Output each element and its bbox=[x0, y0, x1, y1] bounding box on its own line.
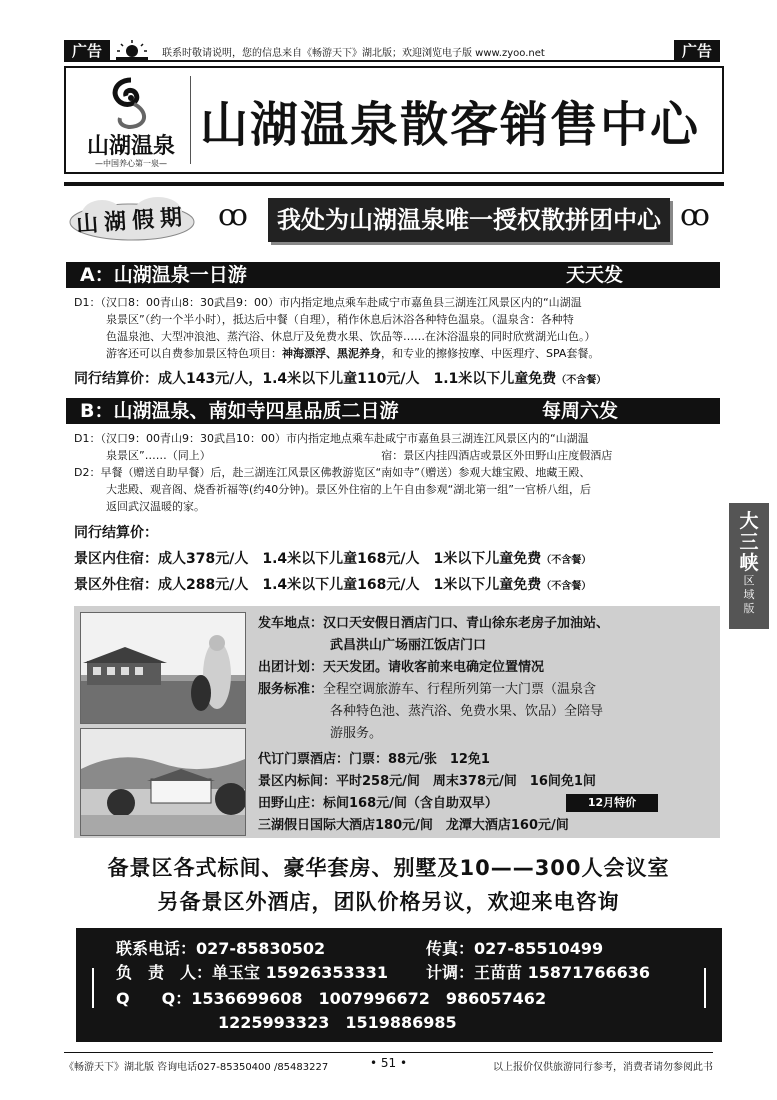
holiday-badge bbox=[66, 192, 198, 244]
page-number: • 51 • bbox=[370, 1056, 408, 1070]
contact-coordinator bbox=[426, 962, 650, 984]
contact-qq bbox=[116, 988, 546, 1010]
std-line-2-text: 各种特色池、蒸汽浴、免费水果、饮品）全陪导 bbox=[330, 704, 604, 719]
tour-plan bbox=[258, 658, 544, 678]
swirl-left-icon: ꝏ bbox=[218, 198, 248, 233]
brand-name: 山湖温泉 bbox=[86, 133, 175, 159]
region-side-tab bbox=[729, 503, 769, 629]
region-side-tab-label: 区 域 版 bbox=[743, 574, 755, 615]
phone-value: 027-85830502 bbox=[196, 939, 326, 958]
tour-a-frequency: 天天发 bbox=[566, 264, 624, 286]
lake-hotel-photo bbox=[80, 728, 246, 836]
tour-b-line-3: D2：早餐（赠送自助早餐）后，赴三湖连江风景区佛教游览区“南如寺”（赠送）参观大雄宝殿、地藏王殿、 bbox=[74, 466, 591, 479]
contact-tick-left bbox=[92, 968, 94, 1008]
footer-disclaimer: 以上报价仅供旅游同行参考，消费者请勿参阅此书 bbox=[493, 1062, 713, 1073]
service-standard bbox=[258, 680, 596, 700]
fax-label: 传真： bbox=[426, 939, 475, 958]
tour-b-price-title: 同行结算价： bbox=[74, 525, 158, 541]
hotel-note: 另备景区外酒店，团队价格另议，欢迎来电咨询 bbox=[157, 890, 620, 914]
qq-label: Q Q： bbox=[116, 989, 192, 1008]
plan-label: 出团计划： bbox=[258, 660, 324, 675]
depart-label: 发车地点： bbox=[258, 616, 324, 631]
tour-b-price-in-text: 景区内住宿：成人378元/人 1.4米以下儿童168元/人 1米以下儿童免费 bbox=[74, 551, 542, 567]
std-label: 服务标准： bbox=[258, 682, 324, 697]
tour-b-frequency: 每周六发 bbox=[542, 400, 619, 422]
std-line-3-text: 游服务。 bbox=[330, 726, 383, 741]
tour-a-price-note: （不含餐） bbox=[556, 375, 607, 386]
tour-a-extra-prefix: 游客还可以自费参加景区特色项目： bbox=[106, 347, 282, 360]
fax-value: 027-85510499 bbox=[474, 939, 604, 958]
slogan-banner: 我处为山湖温泉唯一授权散拼团中心 bbox=[268, 198, 670, 242]
contact-phone bbox=[116, 938, 325, 960]
brand-tagline: —中国养心第一泉— bbox=[95, 159, 167, 168]
qq-values-1: 1536699608 1007996672 986057462 bbox=[191, 989, 547, 1008]
hotel-line-2: 景区内标间：平时258元/间 周末378元/间 16间免1间 bbox=[258, 774, 596, 789]
std-line-2 bbox=[330, 702, 603, 722]
tour-b-line-2: 泉景区”……（同上） 宿：景区内挂四酒店或景区外田野山庄度假酒店 bbox=[106, 449, 613, 462]
tour-b-bar bbox=[66, 398, 720, 424]
tour-a-extra-bold: 神海漂浮、黑泥养身 bbox=[282, 347, 381, 360]
tour-a-extra bbox=[106, 345, 599, 362]
hotel-line-1: 代订门票酒店：门票：88元/张 12免1 bbox=[258, 752, 490, 767]
tour-a-price-text: 同行结算价：成人143元/人，1.4米以下儿童110元/人 1.1米以下儿童免费 bbox=[74, 371, 557, 387]
publication-logo-icon bbox=[112, 38, 152, 62]
header-divider bbox=[190, 76, 191, 164]
qq-values-2: 1225993323 1519886985 bbox=[218, 1013, 457, 1032]
tour-b-price-in bbox=[74, 548, 591, 568]
tour-a-extra-suffix: ，和专业的擦修按摩、中医理疗、SPA套餐。 bbox=[381, 347, 600, 360]
december-special-badge: 12月特价 bbox=[566, 794, 658, 812]
hotel-line-3: 田野山庄：标间168元/间（含自助双早） bbox=[258, 796, 498, 811]
header-rule bbox=[64, 182, 724, 186]
tour-a-line-3: 色温泉池、大型冲浪池、蒸汽浴、休息厅及免费水果、饮品等……在沐浴温泉的同时欣赏湖光山色。） bbox=[106, 330, 596, 343]
manager-label: 负 责 人： bbox=[116, 963, 213, 982]
tour-b-line-1: D1：（汉口9：00青山9：30武昌10：00）市内指定地点乘车赴咸宁市嘉鱼县三湖连江风景区内的“山湖温 bbox=[74, 432, 589, 445]
facility-note: 备景区各式标间、豪华套房、别墅及10——300人会议室 bbox=[107, 856, 670, 880]
tour-b-title: B：山湖温泉、南如寺四星品质二日游 bbox=[80, 400, 399, 422]
contact-manager bbox=[116, 962, 388, 984]
ad-tag-right: 广告 bbox=[674, 40, 720, 62]
depart-value-1: 汉口天安假日酒店门口、青山徐东老房子加油站、 bbox=[323, 616, 610, 631]
phone-label: 联系电话： bbox=[116, 939, 197, 958]
brand-swirl-icon bbox=[76, 74, 186, 130]
tour-b-price-out-note: （不含餐） bbox=[541, 581, 592, 592]
footer-publication: 《畅游天下》湖北版 咨询电话027-85350400 /85483227 bbox=[64, 1062, 329, 1073]
coordinator-value: 王苗苗 15871766636 bbox=[474, 963, 651, 982]
ad-tag-left: 广告 bbox=[64, 40, 110, 62]
depart-value-2: 武昌洪山广场丽江饭店门口 bbox=[330, 638, 487, 653]
plan-value: 天天发团。请收客前来电确定位置情况 bbox=[323, 660, 545, 675]
tour-a-title: A：山湖温泉一日游 bbox=[80, 264, 247, 286]
contact-fax bbox=[426, 938, 603, 960]
tour-a-line-2: 泉景区”（约一个半小时），抵达后中餐（自理），稍作休息后沐浴各种特色温泉。（温泉含：各种特 bbox=[106, 313, 574, 326]
swirl-right-icon: ꝏ bbox=[680, 198, 710, 233]
contact-notice: 联系时敬请说明，您的信息来自《畅游天下》湖北版；欢迎浏览电子版 www.zyoo.net bbox=[162, 48, 545, 59]
std-line-1: 全程空调旅游车、行程所列第一大门票（温泉含 bbox=[323, 682, 597, 697]
tour-a-bar bbox=[66, 262, 720, 288]
region-side-tab-name: 大 三 峡 bbox=[739, 510, 759, 574]
tour-a-line-1: D1：（汉口8：00青山8：30武昌9：00）市内指定地点乘车赴咸宁市嘉鱼县三湖连江风景区内的“山湖温 bbox=[74, 296, 582, 309]
contact-tick-right bbox=[704, 968, 706, 1008]
holiday-badge-text: 山湖假期 bbox=[75, 204, 189, 238]
tour-b-line-5: 返回武汉温暖的家。 bbox=[106, 500, 205, 513]
tour-b-price-in-note: （不含餐） bbox=[541, 555, 592, 566]
coordinator-label: 计调： bbox=[426, 963, 475, 982]
tour-a-price bbox=[74, 368, 606, 388]
tour-b-price-out bbox=[74, 574, 591, 594]
tour-b-line-4: 大悲殿、观音阁、烧香祈福等(约40分钟)。景区外住宿的上午自由参观“湖北第一组”一官桥八组，后 bbox=[106, 483, 591, 496]
manager-value: 单玉宝 15926353331 bbox=[212, 963, 389, 982]
depart-location bbox=[258, 614, 609, 634]
brand-logo bbox=[76, 74, 186, 170]
resort-building-photo bbox=[80, 612, 246, 724]
footer-rule bbox=[64, 1052, 713, 1053]
page-title: 山湖温泉散客销售中心 bbox=[200, 97, 701, 153]
top-rule bbox=[64, 60, 713, 62]
hotel-line-4: 三湖假日国际大酒店180元/间 龙潭大酒店160元/间 bbox=[258, 818, 569, 833]
std-line-3 bbox=[330, 724, 382, 744]
tour-b-price-out-text: 景区外住宿：成人288元/人 1.4米以下儿童168元/人 1米以下儿童免费 bbox=[74, 577, 542, 593]
